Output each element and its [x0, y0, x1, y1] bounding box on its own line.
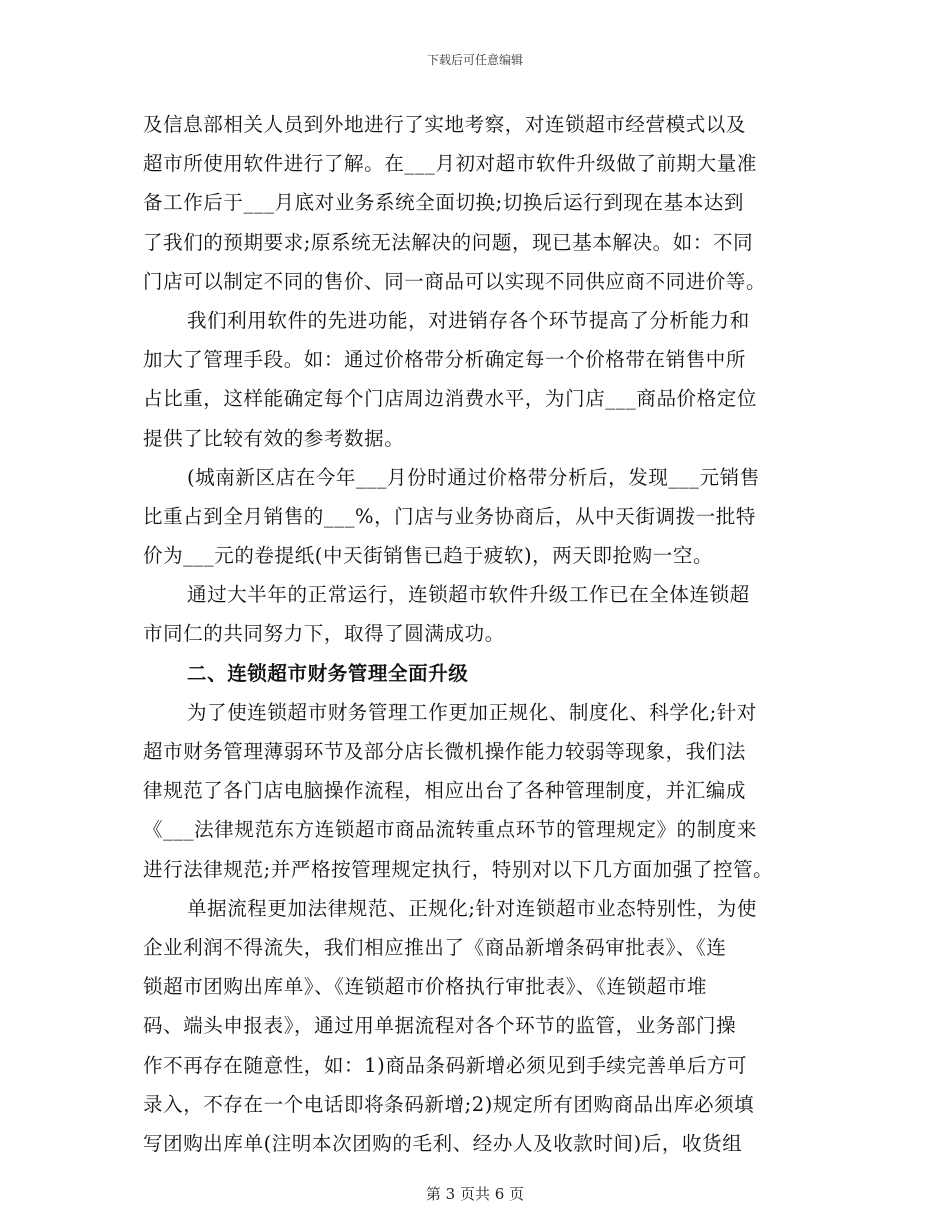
body-line: 超市财务管理薄弱环节及部分店长微机操作能力较弱等现象，我们法: [143, 740, 747, 763]
body-line: 了我们的预期要求;原系统无法解决的问题，现已基本解决。如：不同: [143, 230, 754, 254]
body-line: 企业利润不得流失，我们相应推出了《商品新增条码审批表》、《连: [143, 935, 727, 959]
body-line: 进行法律规范;并严格按管理规定执行，特别对以下几方面加强了控管。: [143, 857, 774, 881]
body-line: (城南新区店在今年___月份时通过价格带分析后，发现___元销售: [187, 465, 760, 489]
body-line: 锁超市团购出库单》、《连锁超市价格执行审批表》、《连锁超市堆: [143, 975, 708, 999]
body-line: 市同仁的共同努力下，取得了圆满成功。: [143, 622, 505, 646]
body-line: 提供了比较有效的参考数据。: [143, 426, 405, 450]
body-line: 价为___元的卷提纸(中天街销售已趋于疲软)，两天即抢购一空。: [143, 544, 714, 568]
body-line: 写团购出库单(注明本次团购的毛利、经办人及收款时间)后，收货组: [143, 1131, 743, 1155]
body-line: 超市所使用软件进行了解。在___月初对超市软件升级做了前期大量准: [143, 152, 757, 176]
body-line: 占比重，这样能确定每个门店周边消费水平，为门店___商品价格定位: [143, 387, 757, 411]
body-line: 我们利用软件的先进功能，对进销存各个环节提高了分析能力和: [187, 308, 750, 332]
page-footer: 第 3 页共 6 页: [425, 1185, 525, 1203]
body-line: 码、端头申报表》，通过用单据流程对各个环节的监管，业务部门操: [143, 1014, 737, 1038]
body-line: 通过大半年的正常运行，连锁超市软件升级工作已在全体连锁超: [187, 583, 750, 607]
body-line: 录入，不存在一个电话即将条码新增;2)规定所有团购商品出库必须填: [143, 1092, 755, 1116]
body-line: 为了使连锁超市财务管理工作更加正规化、制度化、科学化;针对: [187, 700, 757, 724]
body-line: 门店可以制定不同的售价、同一商品可以实现不同供应商不同进价等。: [143, 269, 767, 293]
body-line: 单据流程更加法律规范、正规化;针对连锁超市业态特别性，为使: [187, 896, 757, 920]
body-line: 备工作后于___月底对业务系统全面切换;切换后运行到现在基本达到: [143, 191, 745, 215]
body-line: 及信息部相关人员到外地进行了实地考察，对连锁超市经营模式以及: [143, 113, 747, 136]
page-header: 下载后可任意编辑: [426, 53, 523, 67]
body-line: 律规范了各门店电脑操作流程，相应出台了各种管理制度，并汇编成: [143, 779, 747, 803]
section-heading: 二、连锁超市财务管理全面升级: [187, 661, 469, 685]
body-line: 《___法律规范东方连锁超市商品流转重点环节的管理规定》的制度来: [143, 818, 757, 842]
body-line: 作不再存在随意性，如：1)商品条码新增必须见到手续完善单后方可: [143, 1053, 748, 1077]
document-body: [143, 105, 813, 1163]
body-line: 加大了管理手段。如：通过价格带分析确定每一个价格带在销售中所: [143, 348, 747, 372]
body-line: 比重占到全月销售的___%，门店与业务协商后，从中天街调拨一批特: [143, 504, 756, 528]
